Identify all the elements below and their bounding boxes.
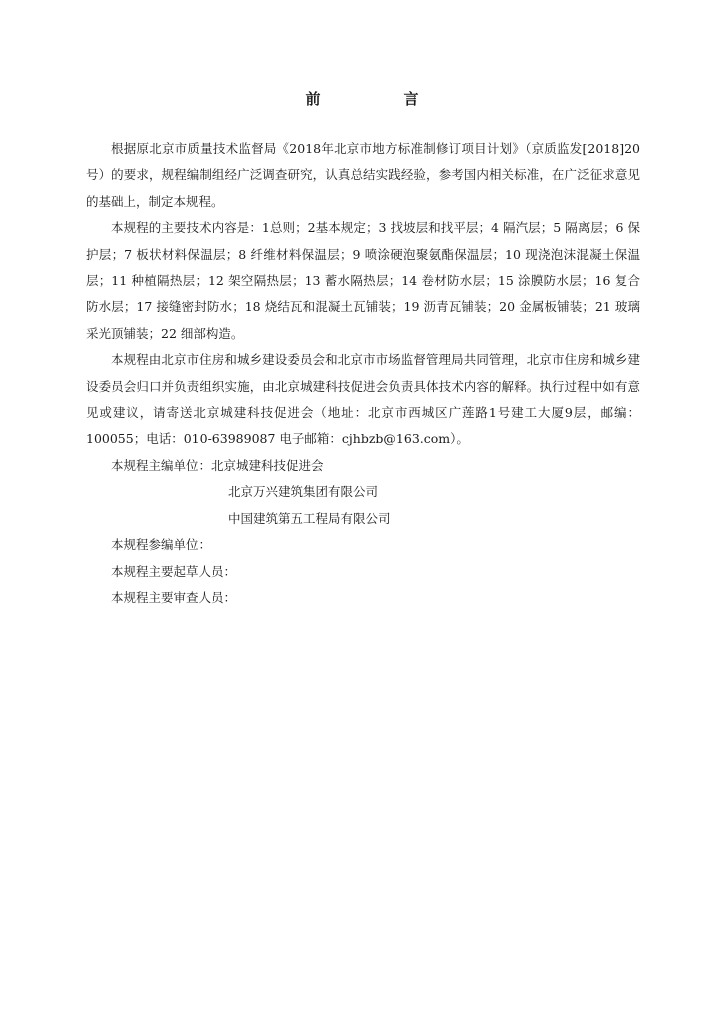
participant-label: 本规程参编单位： bbox=[111, 537, 212, 553]
chief-editor-1: 北京万兴建筑集团有限公司 bbox=[228, 484, 379, 500]
chief-editor-0: 北京城建科技促进会 bbox=[211, 457, 324, 473]
page-title: 前 言 bbox=[305, 90, 453, 108]
chief-editor-label: 本规程主编单位： bbox=[111, 457, 212, 473]
paragraph-management: 本规程由北京市住房和城乡建设委员会和北京市市场监督管理局共同管理，北京市住房和城乡建设委员会归口并负责组织实施，由北京城建科技促进会负责具体技术内容的解释。执行过程中如有意见或建议，请寄送北京城建科技促进会（地址：北京市西城区广莲路1号建工大厦9层，邮编：100055；电话：010-63989087 电子邮箱：cjhbzb@163.com）。 bbox=[86, 352, 640, 447]
reviewers-label: 本规程主要审查人员： bbox=[111, 589, 237, 605]
paragraph-contents: 本规程的主要技术内容是：1总则；2基本规定；3 找坡层和找平层；4 隔汽层；5 隔离层；6 保护层；7 板状材料保温层；8 纤维材料保温层；9 喷涂硬泡聚氨酯保温层；10 现浇泡沫混凝土保温层；11 种植隔热层；12 架空隔热层；13 蓄水隔热层；14 卷材防水层；15 涂膜防水层；16 复合防水层；17 接缝密封防水；18 烧结瓦和混凝土瓦铺装；19 沥青瓦铺装；20 金属板铺装；21 玻璃采光顶铺装；22 细部构造。 bbox=[86, 220, 640, 341]
chief-editor-2: 中国建筑第五工程局有限公司 bbox=[228, 510, 391, 526]
document-body bbox=[86, 136, 640, 611]
paragraph-basis: 根据原北京市质量技术监督局《2018年北京市地方标准制修订项目计划》（京质监发[2018]20号）的要求，规程编制组经广泛调查研究，认真总结实践经验，参考国内相关标准，在广泛征求意见的基础上，制定本规程。 bbox=[86, 141, 640, 209]
drafters-label: 本规程主要起草人员： bbox=[111, 563, 237, 579]
chief-editor-row bbox=[86, 453, 640, 479]
